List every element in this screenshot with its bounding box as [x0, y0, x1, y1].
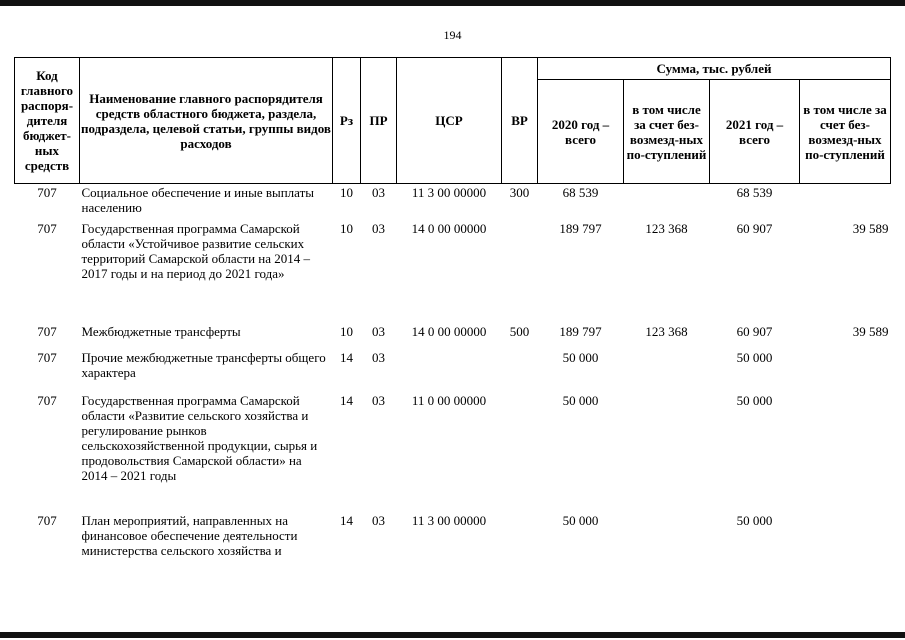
header-pr: ПР	[361, 58, 397, 184]
row-2020-total: 50 000	[562, 392, 599, 408]
header-sum: Сумма, тыс. рублей	[538, 58, 891, 80]
row-code: 707	[37, 512, 57, 528]
top-border	[0, 0, 905, 6]
row-code: 707	[37, 392, 57, 408]
row-code: 707	[37, 323, 57, 339]
row-2021-free	[800, 184, 891, 220]
row-csr: 11 3 00 00000	[411, 512, 487, 528]
row-2021-free	[800, 392, 891, 512]
row-rz: 10	[340, 220, 353, 236]
row-2020-total: 189 797	[559, 220, 602, 236]
header-code: Код главного распоря-дителя бюджет-ных средств	[15, 58, 80, 184]
row-name: Прочие межбюджетные трансферты общего характера	[81, 349, 326, 380]
table-row	[15, 220, 891, 323]
row-code: 707	[37, 349, 57, 365]
row-2021-total: 50 000	[736, 512, 773, 528]
row-name: План мероприятий, направленных на финансовое обеспечение деятельности министерства сельского хозяйства и	[81, 512, 298, 558]
row-pr: 03	[372, 323, 385, 339]
row-csr: 11 3 00 00000	[411, 185, 487, 200]
header-2020-free: в том числе за счет без-возмезд-ных по-ступлений	[624, 80, 710, 184]
row-vr	[502, 220, 538, 323]
row-csr	[397, 349, 502, 392]
header-2021-free: в том числе за счет без-возмезд-ных по-ступлений	[800, 80, 891, 184]
row-pr: 03	[372, 392, 385, 408]
row-rz: 10	[340, 185, 353, 200]
row-2020-free	[624, 512, 710, 578]
header-2021-total: 2021 год – всего	[710, 80, 800, 184]
table-row	[15, 349, 891, 392]
row-pr: 03	[372, 512, 385, 528]
row-vr	[502, 349, 538, 392]
row-2021-total: 50 000	[736, 349, 773, 365]
row-rz: 14	[340, 349, 353, 365]
row-code: 707	[37, 220, 57, 236]
row-2020-total: 50 000	[562, 512, 599, 528]
row-2020-total: 68 539	[562, 185, 599, 200]
header-name: Наименование главного распорядителя средств областного бюджета, раздела, подраздела, целевой статьи, группы видов расходов	[80, 58, 333, 184]
header-rz: Рз	[333, 58, 361, 184]
row-2021-free: 39 589	[852, 323, 889, 339]
row-rz: 14	[340, 392, 353, 408]
table-row	[15, 184, 891, 220]
row-2021-free: 39 589	[852, 220, 889, 236]
header-vr: ВР	[502, 58, 538, 184]
row-2021-total: 60 907	[736, 220, 773, 236]
row-2020-total: 189 797	[559, 323, 602, 339]
row-2020-free	[624, 349, 710, 392]
row-pr: 03	[372, 185, 385, 200]
row-2021-free	[800, 349, 891, 392]
header-2020-total: 2020 год – всего	[538, 80, 624, 184]
row-csr: 14 0 00 00000	[411, 220, 487, 236]
row-2021-total: 60 907	[736, 323, 773, 339]
row-2021-total: 68 539	[736, 185, 773, 200]
row-vr	[502, 512, 538, 578]
row-pr: 03	[372, 349, 385, 365]
row-name: Государственная программа Самарской области «Развитие сельского хозяйства и регулирование рынков сельскохозяйственной продукции, сырья и продовольствия Самарской области» на 2014 – 2021 годы	[81, 392, 318, 483]
row-2020-free: 123 368	[645, 323, 688, 339]
row-name: Государственная программа Самарской области «Устойчивое развитие сельских территорий Самарской области на 2014 – 2017 годы и на период до 2021 года»	[81, 220, 310, 281]
page-number: 194	[443, 28, 462, 42]
header-csr: ЦСР	[397, 58, 502, 184]
row-2021-free	[800, 512, 891, 578]
bottom-border	[0, 632, 905, 638]
row-csr: 14 0 00 00000	[411, 323, 487, 339]
budget-table	[14, 57, 891, 578]
row-2021-total: 50 000	[736, 392, 773, 408]
row-rz: 10	[340, 323, 353, 339]
table-row	[15, 323, 891, 349]
row-csr: 11 0 00 00000	[411, 392, 487, 408]
row-name: Межбюджетные трансферты	[81, 323, 241, 339]
row-rz: 14	[340, 512, 353, 528]
row-code: 707	[37, 185, 57, 200]
row-vr	[502, 392, 538, 512]
row-vr: 500	[509, 323, 530, 339]
row-vr: 300	[509, 185, 530, 200]
row-2020-free	[624, 184, 710, 220]
row-pr: 03	[372, 220, 385, 236]
row-2020-total: 50 000	[562, 349, 599, 365]
row-2020-free: 123 368	[645, 220, 688, 236]
table-row	[15, 392, 891, 512]
row-2020-free	[624, 392, 710, 512]
row-name: Социальное обеспечение и иные выплаты населению	[81, 185, 315, 215]
table-row	[15, 512, 891, 578]
